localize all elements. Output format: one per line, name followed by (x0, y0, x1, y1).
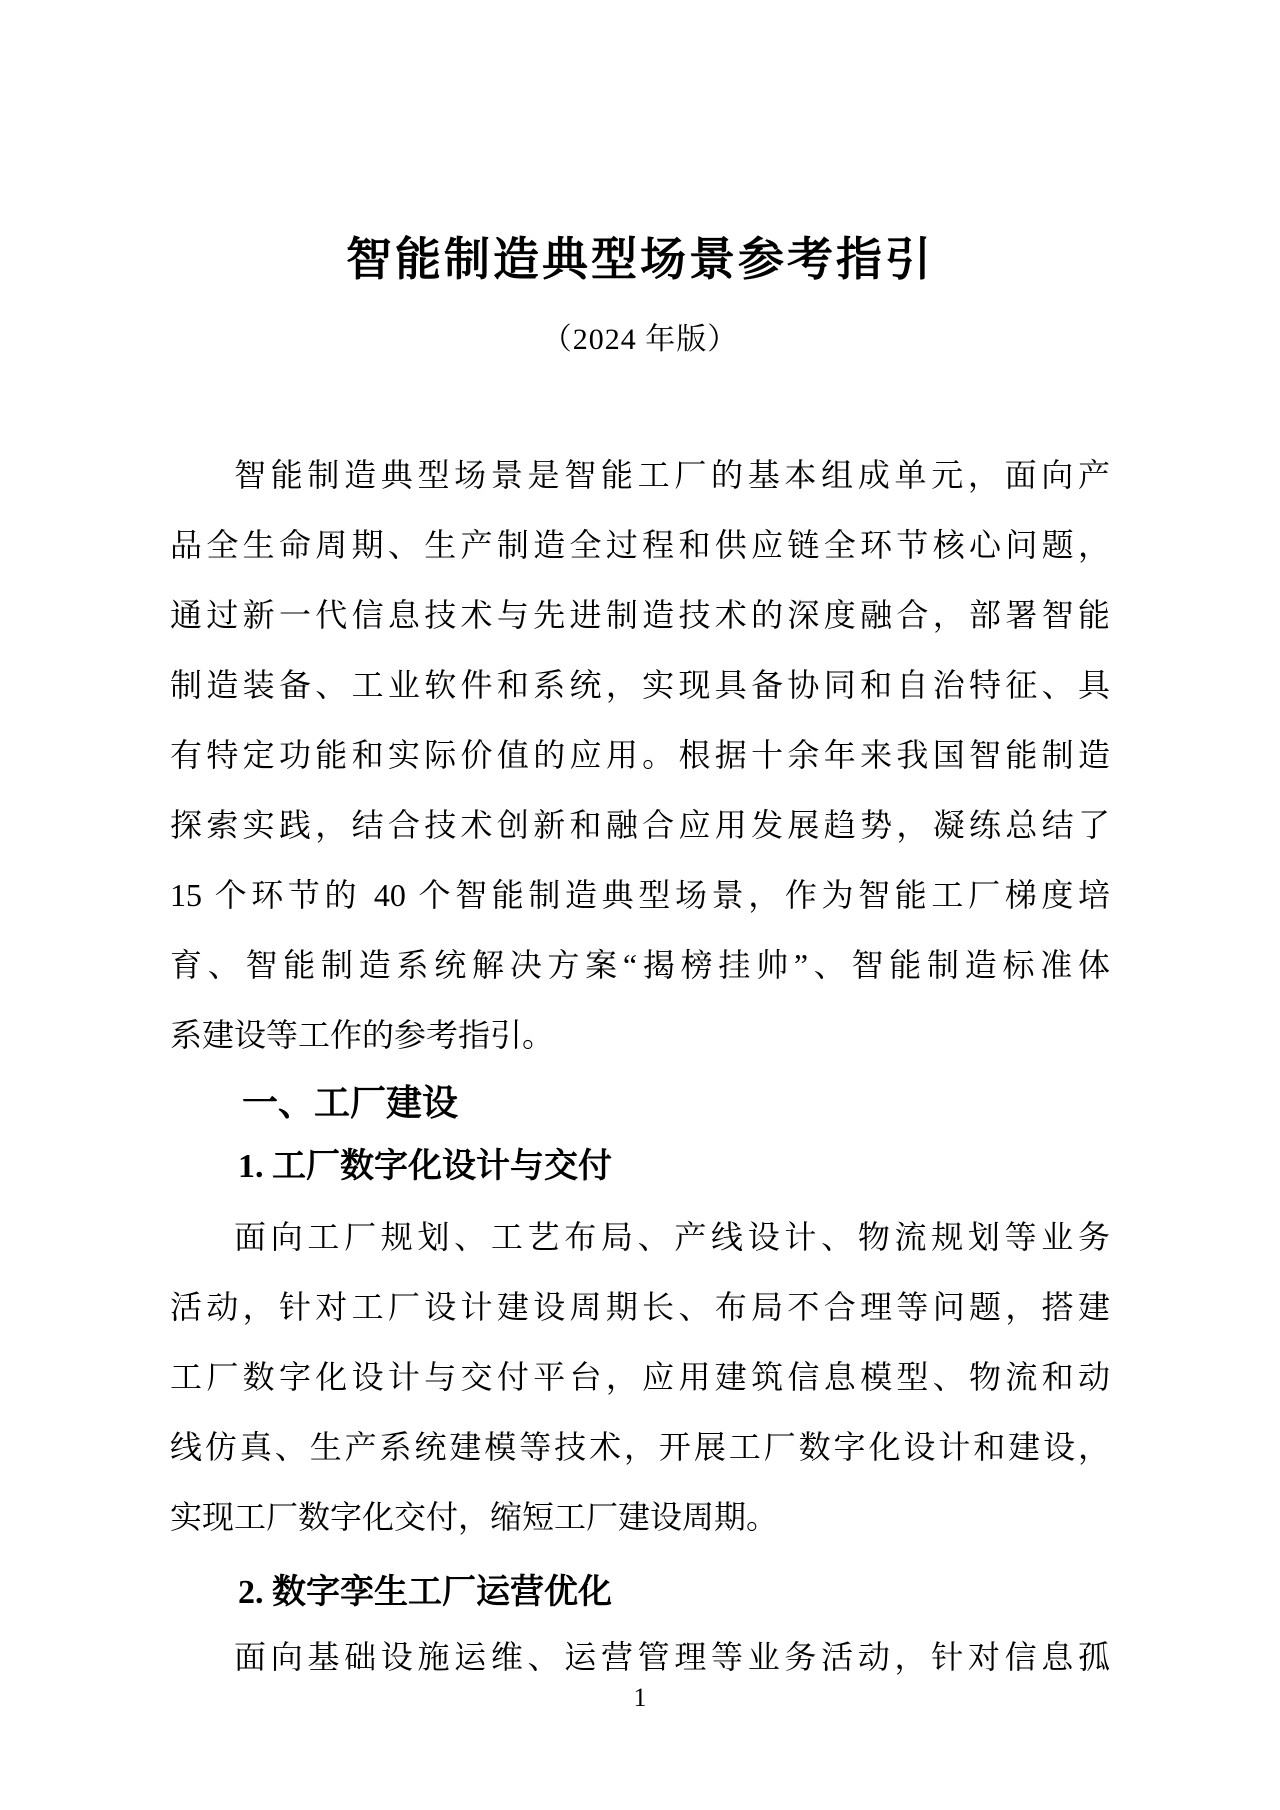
text-line: 实现工厂数字化交付，缩短工厂建设周期。 (170, 1499, 779, 1535)
text-line: 面向工厂规划、工艺布局、产线设计、物流规划等业务 (234, 1219, 1110, 1255)
text-line: 智能制造典型场景是智能工厂的基本组成单元，面向产 (234, 457, 1110, 493)
text-line: 线仿真、生产系统建模等技术，开展工厂数字化设计和建设， (170, 1429, 1110, 1465)
text-line: 品全生命周期、生产制造全过程和供应链全环节核心问题， (170, 527, 1110, 563)
text-line: 有特定功能和实际价值的应用。根据十余年来我国智能制造 (170, 737, 1110, 773)
text-line: 15 个环节的 40 个智能制造典型场景，作为智能工厂梯度培 (170, 877, 1110, 913)
section-heading-factory-construction: 一、工厂建设 (242, 1082, 459, 1123)
text-line: 制造装备、工业软件和系统，实现具备协同和自治特征、具 (170, 667, 1110, 703)
intro-paragraph (170, 440, 1110, 1070)
subsection-heading-digital-design-delivery: 1. 工厂数字化设计与交付 (238, 1148, 612, 1185)
text-line: 育、智能制造系统解决方案“揭榜挂帅”、智能制造标准体 (170, 947, 1110, 983)
text-line: 面向基础设施运维、运营管理等业务活动，针对信息孤 (234, 1639, 1110, 1675)
page-number: 1 (633, 1683, 647, 1712)
subsection-heading-digital-twin-operation: 2. 数字孪生工厂运营优化 (238, 1574, 612, 1611)
digital-design-delivery-paragraph (170, 1202, 1110, 1552)
text-line: 活动，针对工厂设计建设周期长、布局不合理等问题，搭建 (170, 1289, 1110, 1325)
page-title: 智能制造典型场景参考指引 (346, 234, 934, 285)
text-line: 通过新一代信息技术与先进制造技术的深度融合，部署智能 (170, 597, 1110, 633)
document-body (170, 440, 1110, 1692)
text-line: 系建设等工作的参考指引。 (170, 1017, 555, 1053)
page-subtitle: （2024 年版） (541, 323, 739, 356)
text-line: 探索实践，结合技术创新和融合应用发展趋势，凝练总结了 (170, 807, 1110, 843)
text-line: 工厂数字化设计与交付平台，应用建筑信息模型、物流和动 (170, 1359, 1110, 1395)
